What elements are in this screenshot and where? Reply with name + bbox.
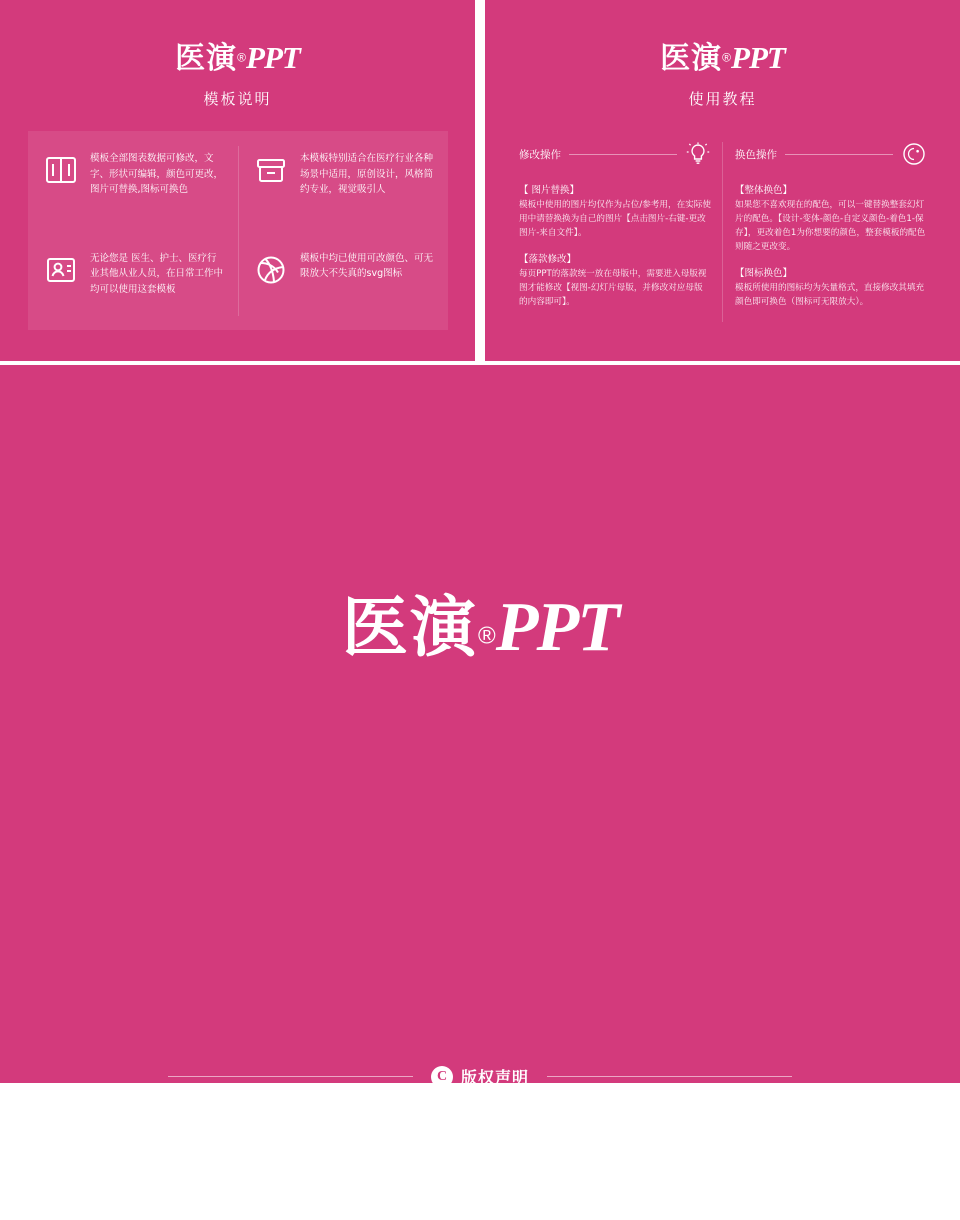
feature-text: 模板中均已使用可改颜色、可无限放大不失真的svg图标 <box>300 252 434 280</box>
slide-usage-tutorial[interactable] <box>485 0 960 361</box>
slide-logo-left <box>0 42 475 74</box>
tutorial-column-title: 修改操作 <box>519 148 561 161</box>
brand-logo-registered: ® <box>722 50 732 65</box>
brand-logo-cn: 医演 <box>342 589 479 666</box>
dribbble-icon <box>250 249 292 291</box>
header-rule <box>569 154 677 155</box>
divider-left <box>168 1214 422 1215</box>
divider-right <box>547 1076 792 1077</box>
tutorial-column-header <box>519 136 711 172</box>
tutorial-column-header <box>735 136 927 172</box>
tutorial-block-body: 模板中使用的图片均仅作为占位/参考用，在实际使用中请替换换为自己的图片【点击图片-右键-更改图片-来自文件】。 <box>519 200 711 238</box>
brand-logo-en: PPT <box>495 589 618 666</box>
copyright-statement <box>150 1117 810 1180</box>
tutorial-column-title: 换色操作 <box>735 148 777 161</box>
brand-logo-large <box>0 589 960 666</box>
user-id-icon <box>40 249 82 291</box>
tutorial-block <box>519 182 711 241</box>
slide-logo-right <box>485 42 960 74</box>
brand-logo <box>660 42 785 74</box>
slide-subtitle-right: 使用教程 <box>688 90 757 108</box>
feature-cell <box>238 131 448 231</box>
brand-logo <box>175 42 300 74</box>
tutorial-block <box>735 182 927 255</box>
slide-template-description[interactable] <box>0 0 475 361</box>
feature-cell <box>28 231 238 331</box>
brand-logo-registered: ® <box>237 50 247 65</box>
tutorial-block-title: 【落款修改】 <box>519 253 577 265</box>
lightbulb-icon <box>685 141 711 167</box>
tutorial-columns <box>507 136 939 310</box>
tutorial-block-body: 每页PPT的落款统一放在母版中，需要进入母版视图才能修改【视图-幻灯片母版，并修改对应母版的内容即可】。 <box>519 268 707 307</box>
tutorial-block-title: 【 图片替换】 <box>519 185 580 196</box>
tutorial-block-title: 【整体换色】 <box>735 185 793 196</box>
palette-icon <box>901 141 927 167</box>
copyright-icon: C <box>431 1066 453 1088</box>
feature-cell <box>238 231 448 331</box>
tutorial-block-body: 模板所使用的图标均为矢量格式，直接修改其填充颜色即可换色（图标可无限放大）。 <box>735 282 925 307</box>
feature-cell <box>28 131 238 231</box>
header-rule <box>785 154 893 155</box>
brand-logo-registered: ® <box>478 622 496 650</box>
feature-text: 本模板特别适合在医疗行业各种场景中适用，原创设计，风格简约专业，视觉吸引人 <box>300 153 434 196</box>
tutorial-block-body: 如果您不喜欢现在的配色，可以一键替换整套幻灯片的配色。【设计-变体-颜色-自定义颜色-着色1-保存】，更改着色1为你想要的颜色，整套模板的配色则随之更改变。 <box>735 200 926 252</box>
tutorial-block <box>519 251 711 310</box>
tutorial-block-title: 【图标换色】 <box>735 267 793 279</box>
tutorial-block <box>735 265 927 310</box>
feature-text: 模板全部图表数据可修改，文字、形状可编辑，颜色可更改，图片可替换,图标可换色 <box>90 153 224 196</box>
brand-logo-en: PPT <box>246 40 300 75</box>
copyright-heading <box>168 1065 792 1088</box>
tutorial-column-recolor <box>723 136 939 310</box>
divider-right <box>538 1214 792 1215</box>
copyright-heading-inner <box>413 1065 547 1088</box>
copyright-line-1: 感谢您购买医演®PPT模板，感谢您支持原创设计版权产品！为了您和 <box>225 1123 735 1142</box>
website-row <box>168 1208 792 1220</box>
archive-box-icon <box>250 149 292 191</box>
brand-logo-en: PPT <box>731 40 785 75</box>
brand-logo-cn: 医演 <box>660 41 723 76</box>
copyright-label: 版权声明 <box>461 1068 530 1087</box>
tutorial-column-edit <box>507 136 723 310</box>
slide-copyright[interactable] <box>0 365 960 1220</box>
book-pages-icon <box>40 149 82 191</box>
website-url[interactable]: www.yippt.com <box>438 1208 522 1220</box>
feature-grid-divider <box>238 146 239 316</box>
top-slide-row <box>0 0 960 361</box>
feature-text: 无论您是 医生、护士、医疗行业其他从业人员，在日常工作中均可以使用这套模板 <box>90 252 224 295</box>
copyright-line-2: 医演®PPT的利益，请勿复制、传播、转售本模板，否则将承担法律责任！ <box>209 1154 751 1174</box>
slide-subtitle-left: 模板说明 <box>203 90 272 108</box>
divider-left <box>168 1076 413 1077</box>
brand-logo-cn: 医演 <box>175 41 238 76</box>
